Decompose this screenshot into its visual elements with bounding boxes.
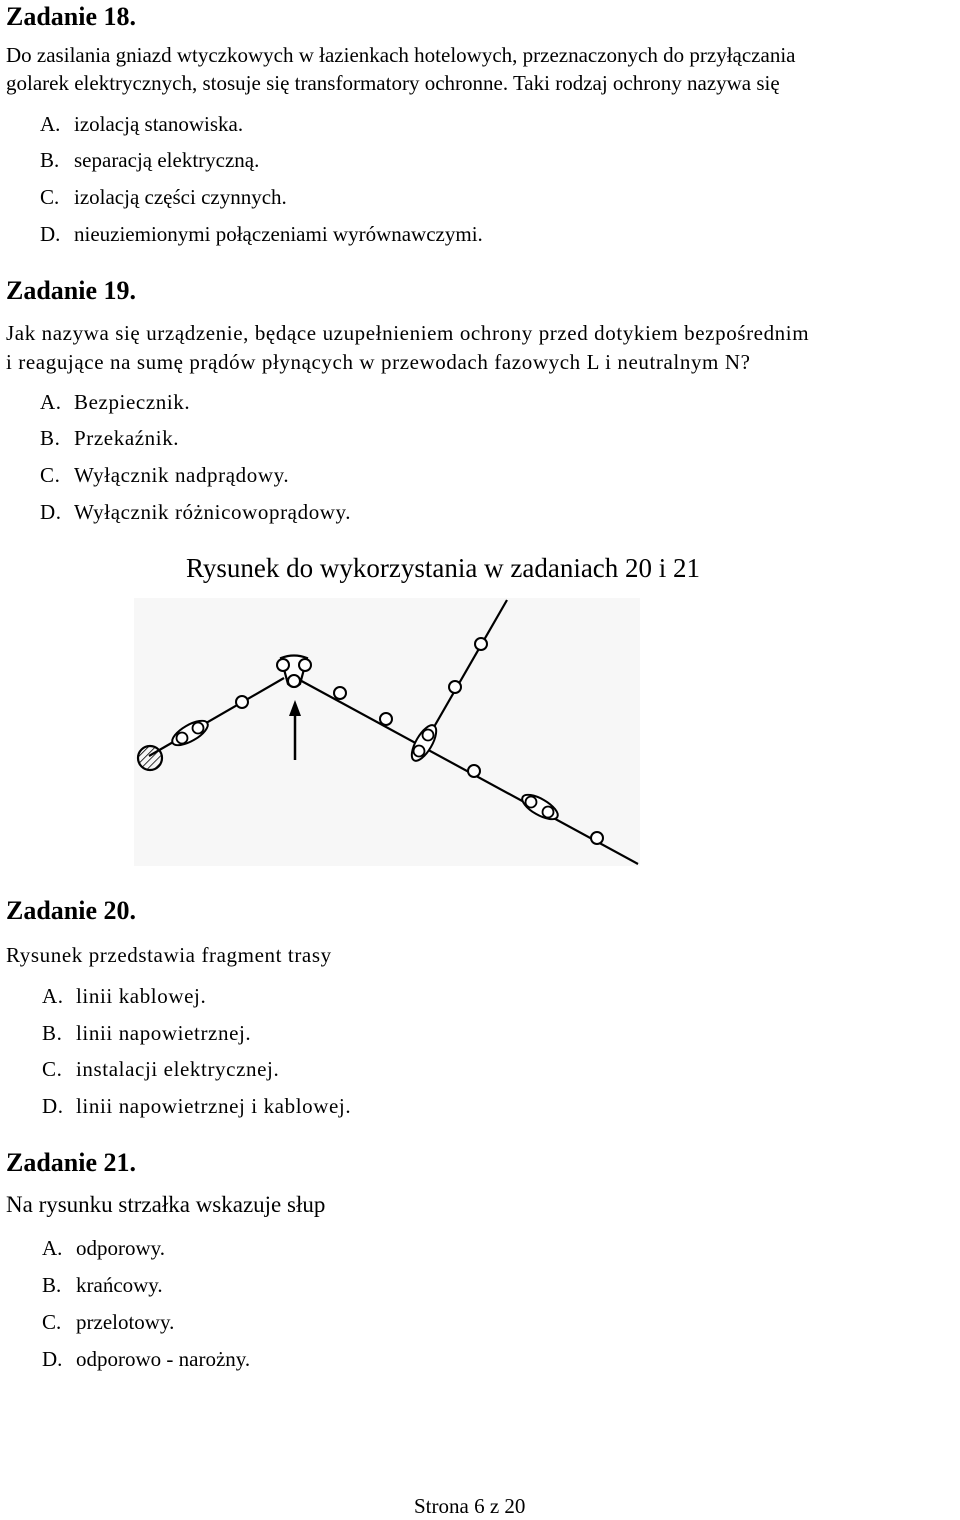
task21-option-a xyxy=(42,1236,165,1261)
pole xyxy=(468,765,480,777)
option-text: odporowo - narożny. xyxy=(76,1347,251,1371)
option-letter: D. xyxy=(40,500,62,524)
option-text: linii kablowej. xyxy=(76,984,207,1008)
task21-question: Na rysunku strzałka wskazuje słup xyxy=(6,1192,326,1217)
task18-option-b xyxy=(40,148,259,173)
task19-option-c xyxy=(40,463,289,488)
option-text: linii napowietrznej. xyxy=(76,1021,252,1045)
task19-question-line2: i reagujące na sumę prądów płynących w przewodach fazowych L i neutralnym N? xyxy=(6,350,751,374)
option-text: Przekaźnik. xyxy=(74,426,180,450)
option-letter: C. xyxy=(40,185,60,209)
option-text: przelotowy. xyxy=(76,1310,175,1334)
pole xyxy=(449,681,461,693)
option-text: izolacją części czynnych. xyxy=(74,185,287,209)
figure-title: Rysunek do wykorzystania w zadaniach 20 i 21 xyxy=(186,553,701,583)
task18-option-d xyxy=(40,222,483,247)
option-text: linii napowietrznej i kablowej. xyxy=(76,1094,352,1118)
task21-heading: Zadanie 21. xyxy=(6,1148,137,1177)
task18-option-c xyxy=(40,185,287,210)
option-text: separacją elektryczną. xyxy=(74,148,260,172)
task19-question-line1: Jak nazywa się urządzenie, będące uzupełnieniem ochrony przed dotykiem bezpośrednim xyxy=(6,321,810,345)
task18-option-a xyxy=(40,112,243,137)
page-number: Strona 6 z 20 xyxy=(414,1494,526,1518)
option-letter: C. xyxy=(42,1057,63,1081)
option-letter: B. xyxy=(42,1021,63,1045)
pole xyxy=(236,696,248,708)
option-text: odporowy. xyxy=(76,1236,166,1260)
line-route-figure xyxy=(134,598,640,866)
option-letter: D. xyxy=(42,1094,64,1118)
task20-option-c xyxy=(42,1057,279,1082)
option-letter: C. xyxy=(42,1310,62,1334)
task20-option-b xyxy=(42,1021,251,1046)
task20-option-d xyxy=(42,1094,351,1119)
figure-background xyxy=(134,598,640,866)
option-text: Bezpiecznik. xyxy=(74,390,191,414)
task21-option-c xyxy=(42,1310,174,1335)
task21-option-d xyxy=(42,1347,250,1372)
task20-option-a xyxy=(42,984,206,1009)
task19-option-b xyxy=(40,426,179,451)
option-text: instalacji elektrycznej. xyxy=(76,1057,280,1081)
task18-question-line1: Do zasilania gniazd wtyczkowych w łazienkach hotelowych, przeznaczonych do przyłączania xyxy=(6,43,796,67)
option-text: nieuziemionymi połączeniami wyrównawczymi. xyxy=(74,222,483,246)
option-text: krańcowy. xyxy=(76,1273,163,1297)
task19-heading: Zadanie 19. xyxy=(6,276,137,305)
option-letter: A. xyxy=(40,112,61,136)
task19-option-d xyxy=(40,500,351,525)
option-letter: D. xyxy=(40,222,61,246)
option-letter: A. xyxy=(42,1236,63,1260)
station-symbol xyxy=(138,746,162,770)
option-text: izolacją stanowiska. xyxy=(74,112,244,136)
option-letter: B. xyxy=(42,1273,62,1297)
option-letter: A. xyxy=(40,390,62,414)
task18-question-line2: golarek elektrycznych, stosuje się transformatory ochronne. Taki rodzaj ochrony nazywa się xyxy=(6,71,780,95)
task20-question: Rysunek przedstawia fragment trasy xyxy=(6,943,332,967)
option-text: Wyłącznik różnicowoprądowy. xyxy=(74,500,352,524)
option-letter: B. xyxy=(40,148,60,172)
pole xyxy=(475,638,487,650)
pole xyxy=(591,832,603,844)
option-text: Wyłącznik nadprądowy. xyxy=(74,463,290,487)
task19-option-a xyxy=(40,390,190,415)
option-letter: A. xyxy=(42,984,64,1008)
pole xyxy=(380,713,392,725)
task21-option-b xyxy=(42,1273,163,1298)
task20-heading: Zadanie 20. xyxy=(6,896,137,925)
option-letter: B. xyxy=(40,426,61,450)
pole xyxy=(334,687,346,699)
task18-heading: Zadanie 18. xyxy=(6,2,137,31)
option-letter: D. xyxy=(42,1347,63,1371)
option-letter: C. xyxy=(40,463,61,487)
